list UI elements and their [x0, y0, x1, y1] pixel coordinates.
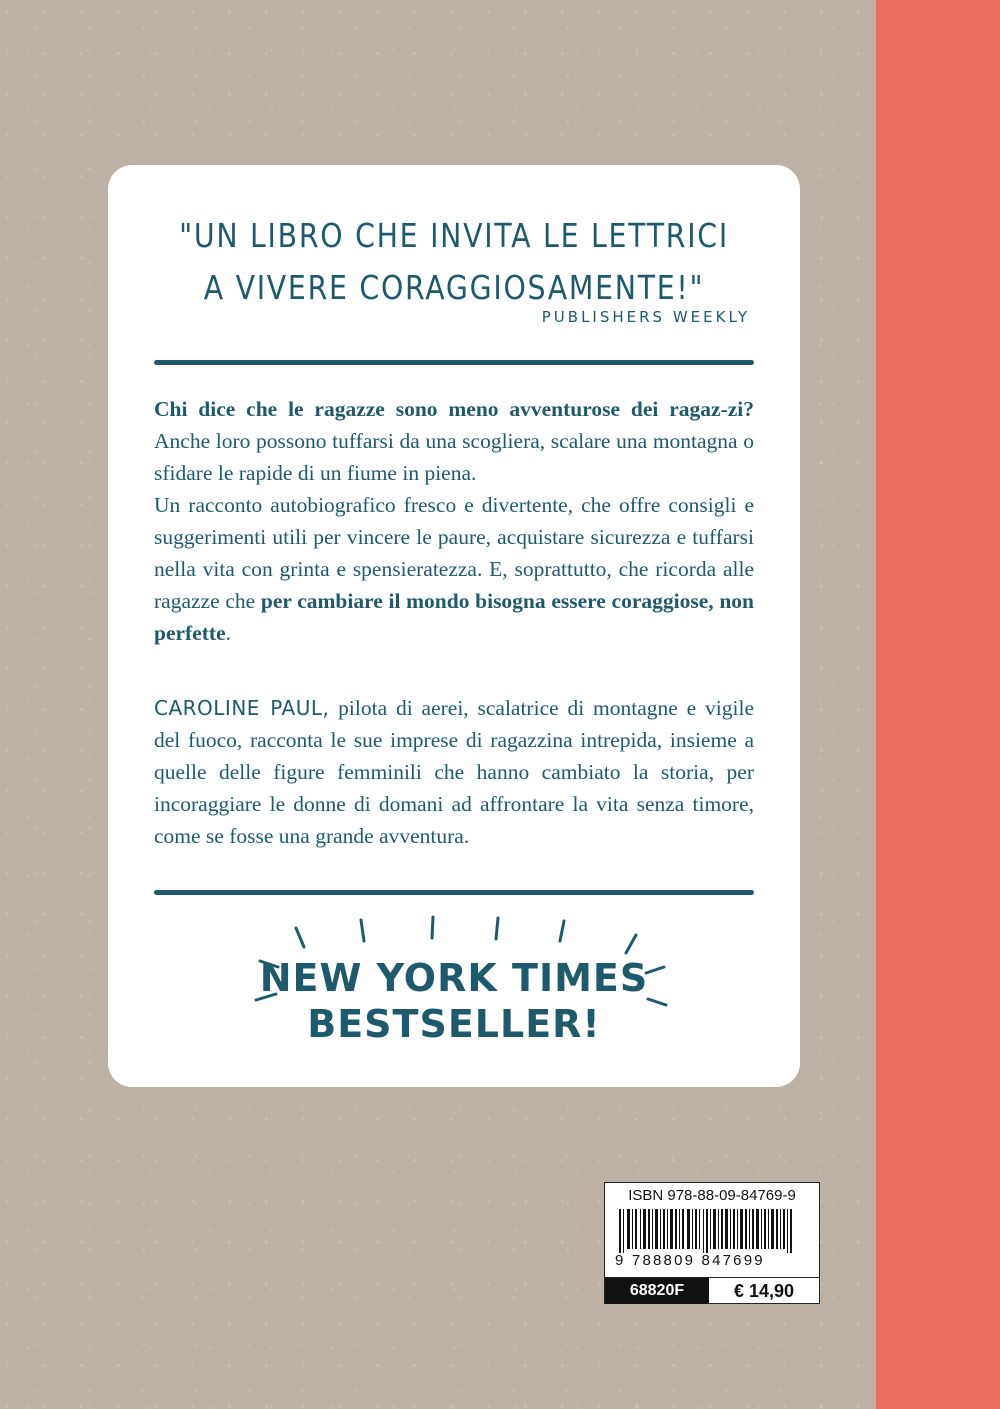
barcode-box — [604, 1182, 820, 1304]
badge-line-1: NEW YORK TIMES — [259, 956, 649, 1000]
price-row — [605, 1277, 819, 1304]
barcode-digits: 9 788809 847699 — [615, 1252, 765, 1269]
badge-line-2: BESTSELLER! — [307, 1002, 601, 1046]
quote-source: PUBLISHERS WEEKLY — [541, 308, 750, 326]
spine-strip — [876, 0, 1000, 1409]
bestseller-badge — [108, 955, 800, 1047]
isbn-label: ISBN 978-88-09-84769-9 — [628, 1187, 796, 1204]
quote-line-1: "UN LIBRO CHE INVITA LE LETTRICI — [179, 216, 729, 255]
barcode-icon — [619, 1209, 807, 1253]
blurb-end: . — [225, 621, 231, 645]
product-code: 68820F — [605, 1278, 709, 1304]
author-name: CAROLINE PAUL, — [154, 696, 330, 720]
blurb-intro-bold: Chi dice che le ragazze sono meno avventurose dei ragaz-zi? — [154, 397, 754, 421]
blurb-intro-text: Anche loro possono tuffarsi da una scogliera, scalare una montagna o sfidare le rapide di un fiume in piena. — [154, 429, 754, 485]
price-label: € 14,90 — [733, 1281, 795, 1301]
author-bio-text: pilota di aerei, scalatrice di montagne e vigile del fuoco, racconta le sue imprese di ragazzina intrepida, insieme a quelle delle figure femminili che hanno cambiato la storia, per incoraggiare le donne di domani ad affrontare la vita senza timore, come se fosse una grande avventura. — [154, 696, 754, 848]
text-panel — [108, 165, 800, 1087]
blurb-highlight: per cambiare il mondo bisogna essere coraggiose, non perfette — [154, 589, 754, 645]
burst-rays-icon — [108, 165, 800, 1087]
quote-line-2: A VIVERE CORAGGIOSAMENTE!" — [203, 268, 705, 307]
blurb-paragraph-2: Un racconto autobiografico fresco e divertente, che offre consigli e suggerimenti utili per vincere le paure, acquistare sicurezza e tuffarsi nella vita con grinta e spensieratezza. E, soprattutto, che ricorda alle ragazze che — [154, 493, 754, 613]
